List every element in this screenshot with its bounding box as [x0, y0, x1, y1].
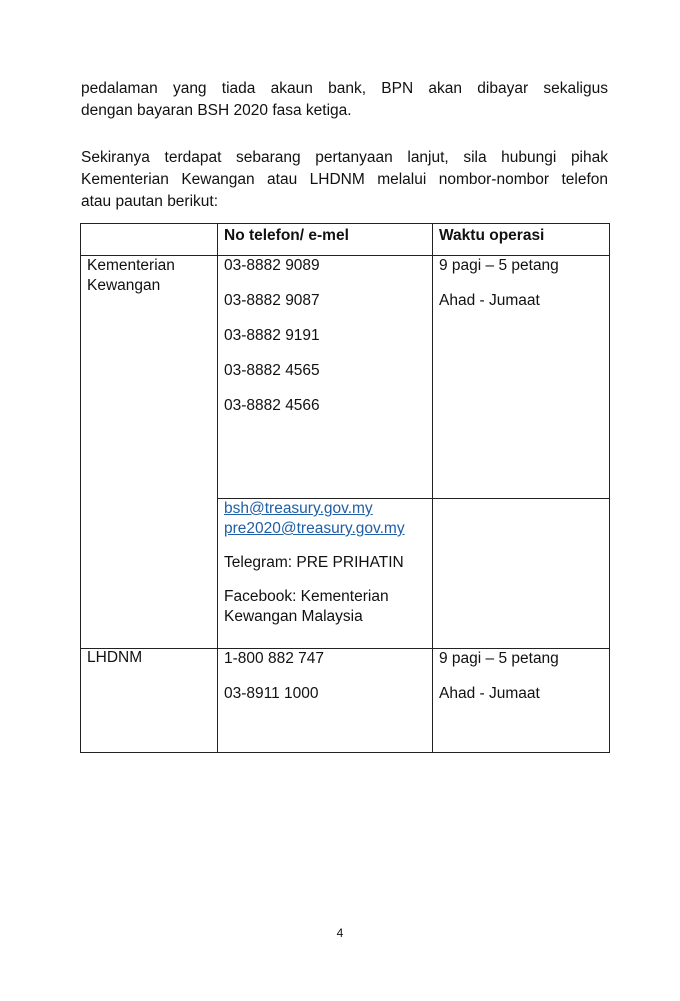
- facebook-text: Facebook: Kementerian: [224, 588, 389, 605]
- phone-number: 03-8882 9089: [224, 257, 320, 274]
- phone-number: 03-8882 9191: [224, 327, 320, 344]
- phone-number: 03-8882 4565: [224, 362, 320, 379]
- hours-cell-lhdnm: [433, 649, 610, 753]
- hours-days: Ahad - Jumaat: [439, 685, 540, 702]
- online-cell-kewangan: [218, 499, 433, 649]
- hours-time: 9 pagi – 5 petang: [439, 650, 559, 667]
- contact-table: [80, 223, 610, 753]
- paragraph-line: dengan bayaran BSH 2020 fasa ketiga.: [81, 102, 352, 119]
- table-row-kewangan-phones: [81, 256, 610, 499]
- hours-time: 9 pagi – 5 petang: [439, 257, 559, 274]
- paragraph-line: Sekiranya terdapat sebarang pertanyaan lanjut, sila hubungi pihak: [81, 149, 608, 166]
- table-header-row: [81, 224, 610, 256]
- contact-paragraph: [81, 147, 608, 213]
- phone-number: 1-800 882 747: [224, 650, 324, 667]
- email-link-bsh[interactable]: bsh@treasury.gov.my: [224, 500, 373, 517]
- telegram-text: Telegram: PRE PRIHATIN: [224, 554, 404, 571]
- header-agency: [81, 224, 218, 256]
- paragraph-line: Kementerian Kewangan atau LHDNM melalui nombor-nombor telefon: [81, 171, 608, 188]
- agency-name-line: Kementerian: [87, 257, 175, 274]
- agency-name-line: Kewangan: [87, 277, 161, 294]
- email-link-pre2020[interactable]: pre2020@treasury.gov.my: [224, 520, 405, 537]
- phone-number: 03-8911 1000: [224, 685, 319, 702]
- intro-paragraph: [81, 78, 608, 122]
- paragraph-line: atau pautan berikut:: [81, 193, 219, 210]
- phones-cell-lhdnm: [218, 649, 433, 753]
- facebook-text: Kewangan Malaysia: [224, 608, 363, 625]
- hours-days: Ahad - Jumaat: [439, 292, 540, 309]
- phones-cell-kewangan: [218, 256, 433, 499]
- page-number: 4: [336, 926, 344, 940]
- table-row-lhdnm: [81, 649, 610, 753]
- header-hours: Waktu operasi: [433, 224, 610, 256]
- paragraph-line: pedalaman yang tiada akaun bank, BPN akan dibayar sekaligus: [81, 80, 608, 97]
- phone-number: 03-8882 9087: [224, 292, 320, 309]
- header-contact: No telefon/ e-mel: [218, 224, 433, 256]
- empty-cell: [433, 499, 610, 649]
- hours-cell-kewangan: [433, 256, 610, 499]
- phone-number: 03-8882 4566: [224, 397, 320, 414]
- agency-cell-lhdnm: LHDNM: [81, 649, 218, 753]
- agency-cell-kewangan: [81, 256, 218, 649]
